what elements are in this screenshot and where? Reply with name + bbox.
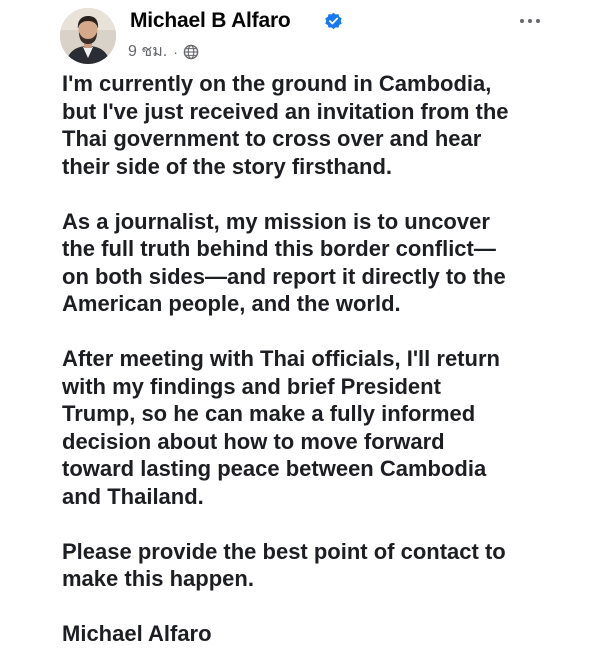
- text-line: Thai government to cross over and hear: [62, 126, 482, 151]
- text-line: and Thailand.: [62, 483, 204, 509]
- text-line: After meeting with Thai officials, I'll return: [62, 346, 500, 371]
- meta-separator: ·: [173, 43, 178, 60]
- avatar-photo: [60, 8, 116, 64]
- author-name[interactable]: Michael B Alfaro: [130, 9, 291, 32]
- post-body: [62, 70, 594, 648]
- text-line: but I've just received an invitation from the: [62, 98, 509, 124]
- text-line: toward lasting peace between Cambodia: [62, 456, 487, 481]
- more-horizontal-icon: [520, 19, 524, 23]
- post-paragraph: [62, 345, 594, 510]
- globe-icon[interactable]: [183, 44, 199, 60]
- post-paragraph: [62, 70, 594, 180]
- author-avatar[interactable]: [60, 8, 116, 64]
- text-line: make this happen.: [62, 566, 254, 591]
- text-line: Michael Alfaro: [62, 621, 212, 646]
- text-line: As a journalist, my mission is to uncover: [62, 208, 490, 234]
- more-horizontal-icon: [536, 19, 540, 23]
- text-line: their side of the story firsthand.: [62, 153, 393, 179]
- verified-badge-icon: [324, 12, 343, 31]
- post-paragraph: [62, 208, 594, 318]
- post-signature: [62, 620, 594, 648]
- text-line: Trump, so he can make a fully informed: [62, 401, 476, 426]
- text-line: the full truth behind this border conflict—: [62, 236, 496, 261]
- text-line: Please provide the best point of contact to: [62, 538, 506, 564]
- post-timestamp[interactable]: 9 ชม.: [128, 43, 168, 60]
- more-horizontal-icon: [528, 19, 532, 23]
- more-options-button[interactable]: [513, 8, 547, 34]
- text-line: American people, and the world.: [62, 291, 401, 316]
- text-line: on both sides—and report it directly to the: [62, 263, 506, 289]
- post-paragraph: [62, 538, 594, 593]
- text-line: decision about how to move forward: [62, 428, 445, 454]
- text-line: with my findings and brief President: [62, 373, 441, 399]
- text-line: I'm currently on the ground in Cambodia,: [62, 71, 492, 96]
- post-meta: [128, 39, 199, 64]
